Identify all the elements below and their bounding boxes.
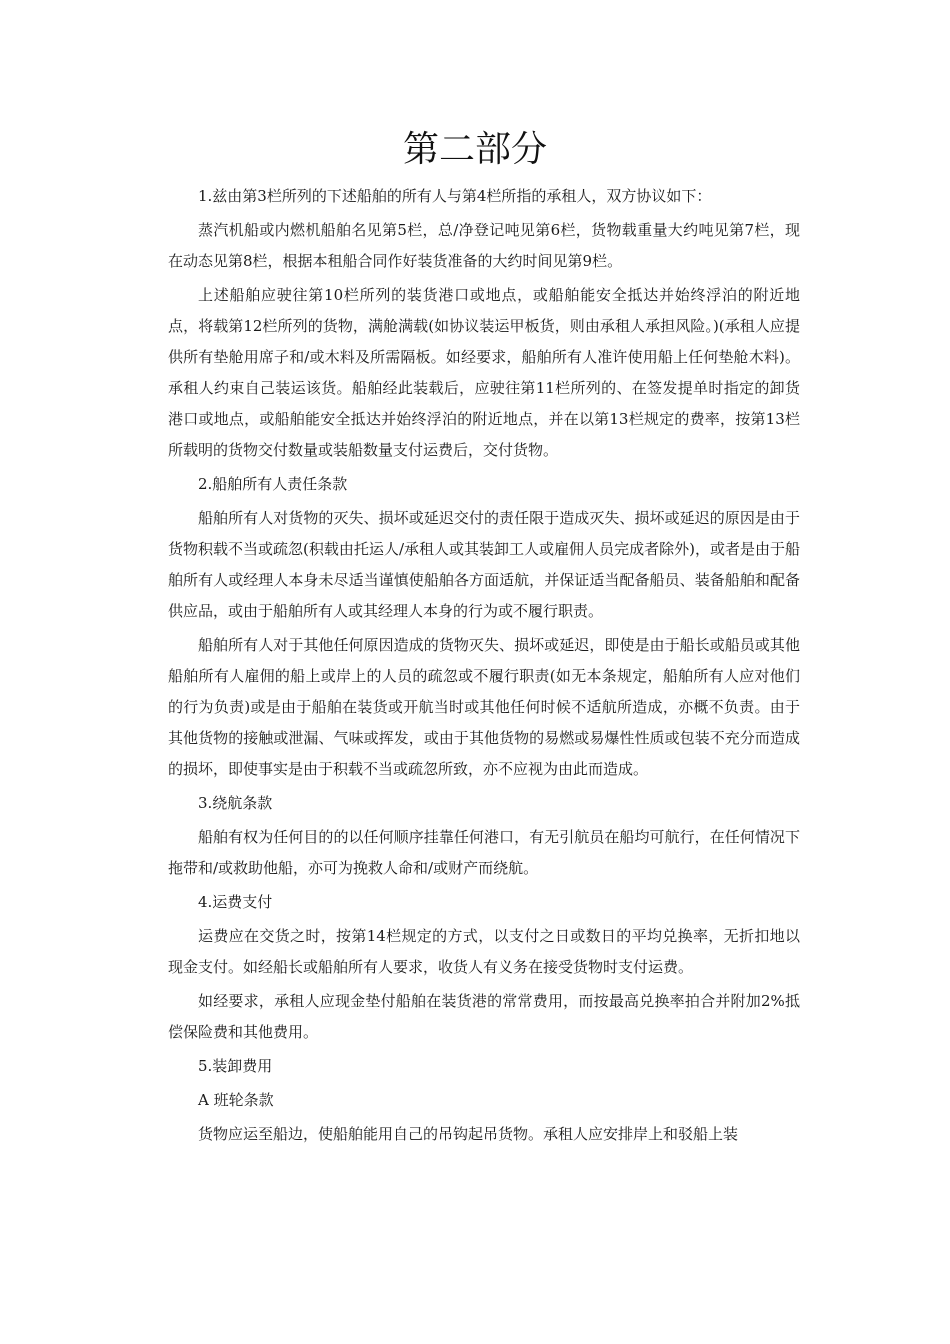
paragraph: 货物应运至船边，使船舶能用自己的吊钩起吊货物。承租人应安排岸上和驳船上装	[198, 1125, 739, 1143]
paragraph: 上述船舶应驶往第10栏所列的装货港口或地点，或船舶能安全抵达并始终浮泊的附近地点，将载第12栏所列的货物，满舱满载(如协议装运甲板货，则由承租人承担风险。)(承租人应提供所有垫舱用席子和/或木料及所需隔板。如经要求，船舶所有人准许使用船上任何垫舱木料)。承租人约束自己装运该货。船舶经此装载后，应驶往第11栏所列的、在签发提单时指定的卸货港口或地点，或船舶能安全抵达并始终浮泊的附近地点，并在以第13栏规定的费率，按第13栏所载明的货物交付数量或装船数量支付运费后，交付货物。	[168, 286, 800, 459]
paragraph: 船舶所有人对于其他任何原因造成的货物灭失、损坏或延迟，即使是由于船长或船员或其他船舶所有人雇佣的船上或岸上的人员的疏忽或不履行职责(如无本条规定，船舶所有人应对他们的行为负责)或是由于船舶在装货或开航当时或其他任何时候不适航所造成，亦概不负责。由于其他货物的接触或泄漏、气味或挥发，或由于其他货物的易燃或易爆性性质或包装不充分而造成的损坏，即使事实是由于积载不当或疏忽所致，亦不应视为由此而造成。	[168, 636, 800, 778]
section-heading: 5.装卸费用	[198, 1057, 273, 1075]
section-heading: 3.绕航条款	[198, 794, 273, 812]
document-body	[168, 181, 800, 1153]
paragraph: 1.兹由第3栏所列的下述船舶的所有人与第4栏所指的承租人，双方协议如下：	[198, 187, 712, 205]
paragraph: 船舶所有人对货物的灭失、损坏或延迟交付的责任限于造成灭失、损坏或延迟的原因是由于货物积载不当或疏忽(积载由托运人/承租人或其装卸工人或雇佣人员完成者除外)，或者是由于船舶所有人或经理人本身未尽适当谨慎使船舶各方面适航，并保证适当配备船员、装备船舶和配备供应品，或由于船舶所有人或其经理人本身的行为或不履行职责。	[168, 509, 800, 620]
document-title: 第二部分	[402, 129, 547, 170]
section-heading: 4.运费支付	[198, 893, 273, 911]
paragraph: 运费应在交货之时，按第14栏规定的方式，以支付之日或数日的平均兑换率，无折扣地以现金支付。如经船长或船舶所有人要求，收货人有义务在接受货物时支付运费。	[168, 927, 800, 976]
section-heading: 2.船舶所有人责任条款	[198, 475, 348, 493]
paragraph: 蒸汽机船或内燃机船舶名见第5栏，总/净登记吨见第6栏，货物载重量大约吨见第7栏，现在动态见第8栏，根据本租船合同作好装货准备的大约时间见第9栏。	[168, 221, 800, 270]
paragraph: 如经要求，承租人应现金垫付船舶在装货港的常常费用，而按最高兑换率拍合并附加2%抵偿保险费和其他费用。	[168, 992, 800, 1041]
section-heading: A 班轮条款	[198, 1091, 274, 1109]
paragraph: 船舶有权为任何目的的以任何顺序挂靠任何港口，有无引航员在船均可航行，在任何情况下拖带和/或救助他船，亦可为挽救人命和/或财产而绕航。	[168, 828, 800, 877]
